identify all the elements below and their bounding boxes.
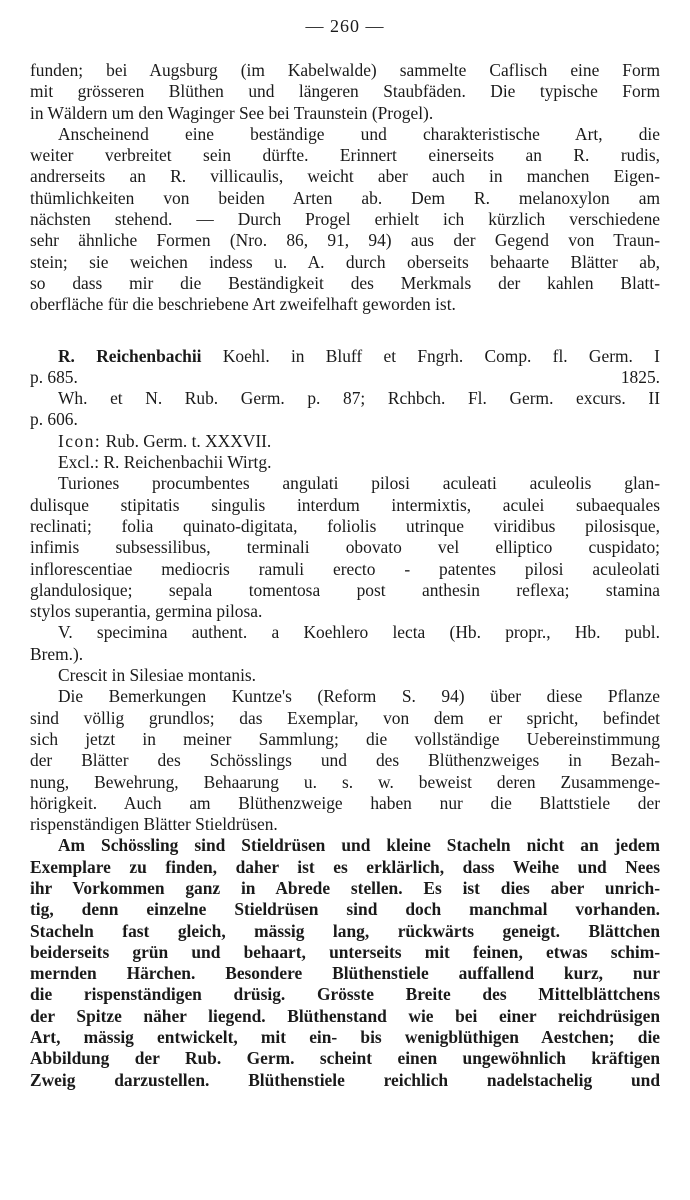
citation-year: 1825. [620, 366, 660, 387]
specimens-note [30, 622, 660, 665]
icon-text: Rub. Germ. t. XXXVII. [105, 430, 272, 451]
bold-description-paragraph [30, 835, 660, 1091]
text-line: nächsten stehend. — Durch Progel erhielt ich kürzlich verschiedene [30, 209, 660, 230]
text-line: Brem.). [30, 643, 84, 664]
citation-page: p. 685. [30, 366, 78, 387]
text-line: sind völlig grundlos; das Exemplar, von dem er spricht, befindet [30, 707, 660, 728]
text-line: Stacheln fast gleich, mässig lang, rückwärts geneigt. Blättchen [30, 920, 660, 941]
page-body [30, 60, 660, 1091]
habitat-line: Crescit in Silesiae montanis. [58, 665, 257, 686]
text-line: thümlichkeiten von beiden Arten ab. Dem R. melanoxylon am [30, 187, 660, 208]
excl-text: R. Reichenbachii Wirtg. [103, 452, 272, 473]
text-line: beiderseits grün und behaart, unterseits mit feinen, etwas schim- [30, 941, 660, 962]
remarks-paragraph [30, 686, 660, 835]
species-citation [30, 346, 660, 367]
latin-description [30, 473, 660, 622]
text-line: der Spitze näher liegend. Blüthenstand wie bei einer reichdrüsigen [30, 1005, 660, 1026]
text-line: mit grösseren Blüthen und längeren Staubfäden. Die typische Form [30, 81, 660, 102]
text-line: Abbildung der Rub. Germ. scheint einen ungewöhnlich kräftigen [30, 1048, 660, 1069]
species-name: R. Reichenbachii [58, 345, 202, 366]
species-citation-line2 [30, 367, 660, 388]
excl-label: Excl.: [58, 452, 100, 473]
text-line: andrerseits an R. villicaulis, weicht aber auch in manchen Eigen- [30, 166, 660, 187]
text-line: dulisque stipitatis singulis interdum intermixtis, aculei subaequales [30, 494, 660, 515]
text-line: ihr Vorkommen ganz in Abrede stellen. Es ist dies aber unrich- [30, 877, 660, 898]
text-line: hörigkeit. Auch am Blüthenzweige haben nur die Blattstiele der [30, 792, 660, 813]
icon-reference [30, 431, 660, 452]
text-line: stylos superantia, germina pilosa. [30, 601, 263, 622]
text-line: Zweig darzustellen. Blüthenstiele reichlich nadelstachelig und [30, 1069, 660, 1090]
text-line: glandulosique; sepala tomentosa post anthesin reflexa; stamina [30, 579, 660, 600]
text-line: nung, Bewehrung, Behaarung u. s. w. beweist deren Zusammenge- [30, 771, 660, 792]
text-line: sehr ähnliche Formen (Nro. 86, 91, 94) aus der Gegend von Traun- [30, 230, 660, 251]
text-line: oberfläche für die beschriebene Art zweifelhaft geworden ist. [30, 294, 456, 315]
text-line: funden; bei Augsburg (im Kabelwalde) sammelte Caflisch eine Form [30, 60, 660, 80]
text-line: Art, mässig entwickelt, mit ein- bis wenigblüthigen Aestchen; die [30, 1027, 660, 1048]
text-line: Die Bemerkungen Kuntze's (Reform S. 94) über diese Pflanze [58, 686, 660, 707]
icon-label: Icon: [58, 430, 102, 451]
species-citation-text: Koehl. in Bluff et Fngrh. Comp. fl. Germ. I [222, 345, 660, 366]
synonym-line: Wh. et N. Rub. Germ. p. 87; Rchbch. Fl. Germ. excurs. II [58, 388, 660, 409]
text-line: tig, denn einzelne Stieldrüsen sind doch manchmal vorhanden. [30, 899, 660, 920]
text-line: Am Schössling sind Stieldrüsen und kleine Stacheln nicht an jedem [58, 835, 660, 856]
text-line: sich jetzt in meiner Sammlung; die vollständige Uebereinstimmung [30, 728, 660, 749]
text-line: Exemplare zu finden, daher ist es erklärlich, dass Weihe und Nees [30, 856, 660, 877]
text-line: V. specimina authent. a Koehlero lecta (Hb. propr., Hb. publ. [58, 622, 660, 643]
text-line: Turiones procumbentes angulati pilosi aculeati aculeolis glan- [58, 473, 660, 494]
text-line: in Wäldern um den Waginger See bei Traunstein (Progel). [30, 102, 434, 123]
excl-reference [30, 452, 660, 473]
text-line: mernden Härchen. Besondere Blüthenstiele auffallend kurz, nur [30, 963, 660, 984]
text-line: so dass mir die Beständigkeit des Merkmals der kahlen Blatt- [30, 272, 660, 293]
text-line: stein; sie weichen indess u. A. durch oberseits behaarte Blätter ab, [30, 251, 660, 272]
intro-paragraph [30, 60, 660, 316]
text-line: rispenständigen Blätter Stieldrüsen. [30, 814, 278, 835]
page-number: — 260 — [305, 16, 385, 36]
text-line: infimis subsessilibus, terminali obovato vel elliptico cuspidato; [30, 537, 660, 558]
text-line: reclinati; folia quinato-digitata, foliolis utrinque viridibus pilosisque, [30, 515, 660, 536]
section-gap [30, 316, 660, 346]
species-entry [30, 346, 660, 474]
text-line: inflorescentiae mediocris ramuli erecto - patentes pilosi aculeolati [30, 558, 660, 579]
text-line: der Blätter des Schösslings und des Blüthenzweiges in Bezah- [30, 750, 660, 771]
text-line: weiter verbreitet sein dürfte. Erinnert einerseits an R. rudis, [30, 145, 660, 166]
text-line: Anscheinend eine beständige und charakteristische Art, die [58, 123, 660, 144]
text-line: die rispenständigen drüsig. Grösste Breite des Mittelblättchens [30, 984, 660, 1005]
synonym-line: p. 606. [30, 409, 78, 430]
